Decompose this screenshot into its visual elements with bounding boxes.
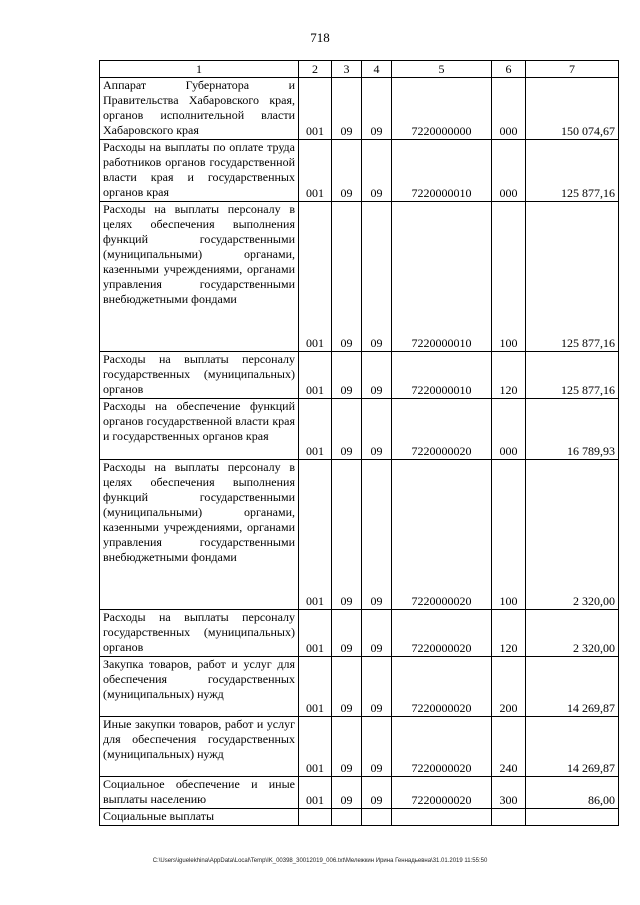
expense-type-cell: 200: [492, 657, 526, 717]
amount-cell: [526, 809, 619, 826]
subsection-code-cell: 09: [362, 717, 392, 777]
expense-type-cell: 000: [492, 140, 526, 202]
amount-cell: 14 269,87: [526, 717, 619, 777]
subsection-code-cell: 09: [362, 657, 392, 717]
target-article-cell: 7220000010: [392, 202, 492, 352]
table-row: [100, 460, 619, 610]
section-code-cell: 09: [332, 78, 362, 140]
ministry-code-cell: 001: [299, 657, 332, 717]
table-row: [100, 657, 619, 717]
ministry-code-cell: 001: [299, 460, 332, 610]
budget-table: [99, 60, 619, 826]
table-row: [100, 202, 619, 352]
header-col-6: 6: [492, 61, 526, 78]
ministry-code-cell: 001: [299, 202, 332, 352]
subsection-code-cell: 09: [362, 352, 392, 399]
row-name-cell: [100, 460, 299, 610]
row-name-text: Расходы на выплаты персоналу государственных (муниципальных) органов: [103, 352, 295, 396]
subsection-code-cell: 09: [362, 610, 392, 657]
ministry-code-cell: 001: [299, 352, 332, 399]
table-row: [100, 352, 619, 399]
ministry-code-cell: 001: [299, 717, 332, 777]
target-article-cell: 7220000020: [392, 657, 492, 717]
expense-type-cell: 120: [492, 352, 526, 399]
amount-cell: 86,00: [526, 777, 619, 809]
section-code-cell: 09: [332, 399, 362, 460]
expense-type-cell: 240: [492, 717, 526, 777]
row-name-cell: [100, 717, 299, 777]
table-row: [100, 399, 619, 460]
table-row: [100, 140, 619, 202]
section-code-cell: 09: [332, 610, 362, 657]
section-code-cell: 09: [332, 777, 362, 809]
header-col-2: 2: [299, 61, 332, 78]
amount-cell: 2 320,00: [526, 610, 619, 657]
row-name-text: Расходы на выплаты персоналу в целях обеспечения выполнения функций государственными (муниципальными) органами, казенными учреждениями, органами управления государственными внебюджетными фондами: [103, 202, 295, 306]
ministry-code-cell: [299, 809, 332, 826]
target-article-cell: 7220000020: [392, 399, 492, 460]
row-name-text: Расходы на выплаты по оплате труда работников органов государственной власти края и государственных органов края: [103, 140, 295, 199]
header-col-3: 3: [332, 61, 362, 78]
table-row: [100, 809, 619, 826]
amount-cell: 2 320,00: [526, 460, 619, 610]
row-name-text: Аппарат Губернатора и Правительства Хабаровского края, органов исполнительной власти Хабаровского края: [103, 78, 295, 137]
section-code-cell: 09: [332, 140, 362, 202]
target-article-cell: 7220000020: [392, 717, 492, 777]
expense-type-cell: 120: [492, 610, 526, 657]
section-code-cell: 09: [332, 657, 362, 717]
subsection-code-cell: 09: [362, 460, 392, 610]
amount-cell: 16 789,93: [526, 399, 619, 460]
amount-cell: 125 877,16: [526, 140, 619, 202]
header-row: [100, 61, 619, 78]
header-col-5: 5: [392, 61, 492, 78]
row-name-text: Расходы на выплаты персоналу государственных (муниципальных) органов: [103, 610, 295, 654]
subsection-code-cell: 09: [362, 777, 392, 809]
expense-type-cell: [492, 809, 526, 826]
ministry-code-cell: 001: [299, 610, 332, 657]
row-name-cell: [100, 610, 299, 657]
section-code-cell: 09: [332, 202, 362, 352]
header-col-1: 1: [100, 61, 299, 78]
section-code-cell: 09: [332, 352, 362, 399]
subsection-code-cell: 09: [362, 399, 392, 460]
expense-type-cell: 100: [492, 202, 526, 352]
row-name-cell: [100, 202, 299, 352]
subsection-code-cell: 09: [362, 202, 392, 352]
target-article-cell: 7220000020: [392, 777, 492, 809]
header-col-7: 7: [526, 61, 619, 78]
table-row: [100, 610, 619, 657]
table-row: [100, 78, 619, 140]
ministry-code-cell: 001: [299, 399, 332, 460]
target-article-cell: 7220000000: [392, 78, 492, 140]
subsection-code-cell: [362, 809, 392, 826]
row-name-cell: [100, 78, 299, 140]
row-name-text: Социальные выплаты: [103, 809, 215, 823]
amount-cell: 125 877,16: [526, 202, 619, 352]
row-name-cell: [100, 352, 299, 399]
row-name-text: Расходы на обеспечение функций органов государственной власти края и государственных органов края: [103, 399, 295, 443]
row-name-text: Иные закупки товаров, работ и услуг для обеспечения государственных (муниципальных) нужд: [103, 717, 295, 761]
table-row: [100, 717, 619, 777]
row-name-cell: [100, 809, 299, 826]
amount-cell: 125 877,16: [526, 352, 619, 399]
expense-type-cell: 000: [492, 399, 526, 460]
ministry-code-cell: 001: [299, 140, 332, 202]
row-name-text: Расходы на выплаты персоналу в целях обеспечения выполнения функций государственными (муниципальными) органами, казенными учреждениями, органами управления государственными внебюджетными фондами: [103, 460, 295, 564]
header-col-4: 4: [362, 61, 392, 78]
target-article-cell: 7220000020: [392, 460, 492, 610]
row-name-cell: [100, 657, 299, 717]
target-article-cell: 7220000010: [392, 352, 492, 399]
subsection-code-cell: 09: [362, 78, 392, 140]
ministry-code-cell: 001: [299, 777, 332, 809]
row-name-cell: [100, 399, 299, 460]
page-number: 718: [310, 30, 330, 45]
table-row: [100, 777, 619, 809]
expense-type-cell: 000: [492, 78, 526, 140]
section-code-cell: 09: [332, 460, 362, 610]
row-name-text: Закупка товаров, работ и услуг для обеспечения государственных (муниципальных) нужд: [103, 657, 295, 701]
amount-cell: 14 269,87: [526, 657, 619, 717]
target-article-cell: 7220000010: [392, 140, 492, 202]
section-code-cell: [332, 809, 362, 826]
expense-type-cell: 100: [492, 460, 526, 610]
subsection-code-cell: 09: [362, 140, 392, 202]
amount-cell: 150 074,67: [526, 78, 619, 140]
row-name-text: Социальное обеспечение и иные выплаты населению: [103, 777, 295, 806]
file-path-footer: C:\Users\iguelekhina\AppData\Local\Temp\IK_00398_30012019_006.txt\Мележкин Ирина Геннадьевна\31.01.2019 11:55:50: [152, 858, 488, 864]
expense-type-cell: 300: [492, 777, 526, 809]
row-name-cell: [100, 777, 299, 809]
target-article-cell: 7220000020: [392, 610, 492, 657]
section-code-cell: 09: [332, 717, 362, 777]
ministry-code-cell: 001: [299, 78, 332, 140]
row-name-cell: [100, 140, 299, 202]
target-article-cell: [392, 809, 492, 826]
